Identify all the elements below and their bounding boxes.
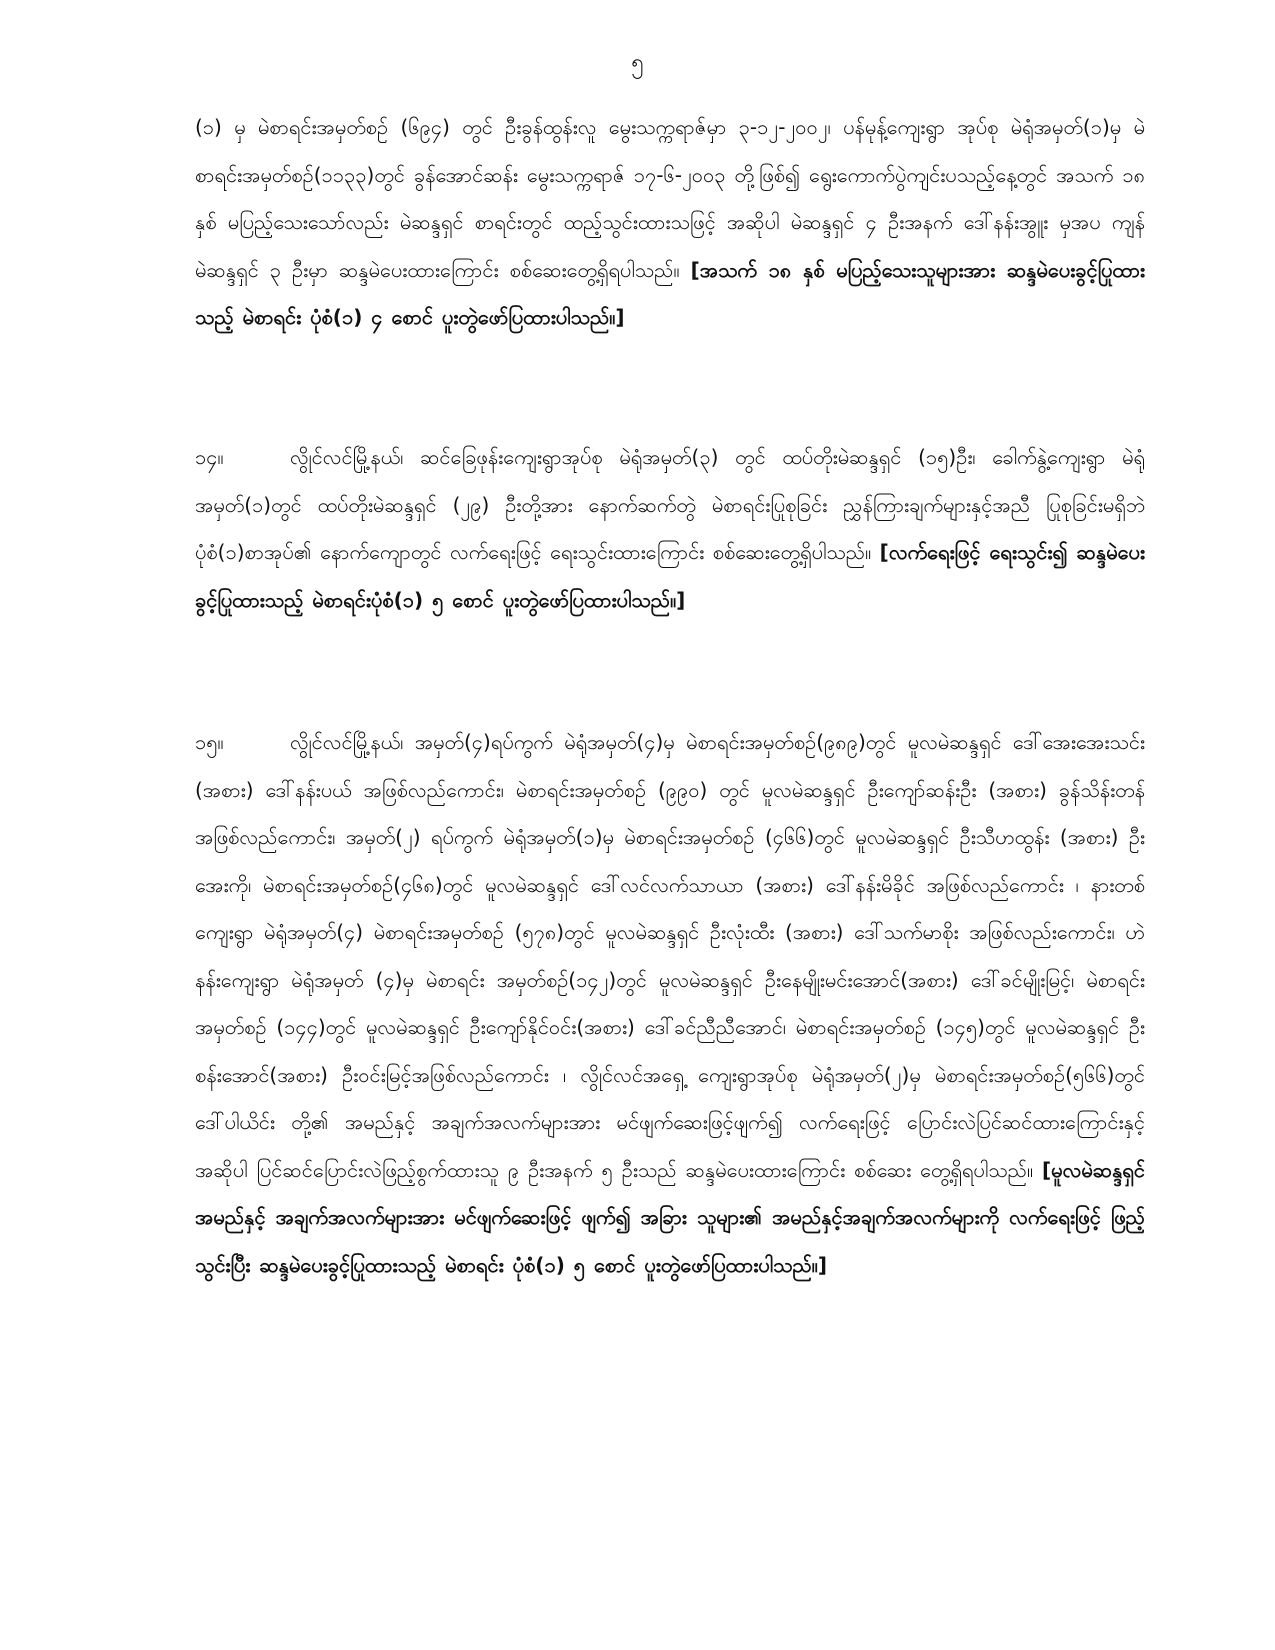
- paragraph-number: ၁၄။: [195, 445, 224, 469]
- paragraph-text: လွိုင်လင်မြို့နယ်၊ အမှတ်(၄)ရပ်ကွက် မဲရုံအမှတ်(၄)မှ မဲစာရင်းအမှတ်စဉ်(၉၈၉)တွင် မူလမဲဆန္ဒရှင် ဒေါ်အေးအေးသင်း (အစား) ဒေါ်နန်းပယ် အဖြစ်လည်ကောင်း၊ မဲစာရင်းအမှတ်စဉ် (၉၉၀) တွင် မူလမဲဆန္ဒရှင် ဦးကျော်ဆန်းဦး (အစား) ခွန်သိန်းတန်အဖြစ်လည်ကောင်း၊ အမှတ်(၂) ရပ်ကွက် မဲရုံအမှတ်(၁)မှ မဲစာရင်းအမှတ်စဉ် (၄၆၆)တွင် မူလမဲဆန္ဒရှင် ဦးသီဟထွန်း (အစား) ဦးအေးကို၊ မဲစာရင်းအမှတ်စဉ်(၄၆၈)တွင် မူလမဲဆန္ဒရှင် ဒေါ်လင်လက်သာယာ (အစား) ဒေါ်နန်းမိခိုင် အဖြစ်လည်ကောင်း ၊ နားတစ်ကျေးရွာ မဲရုံအမှတ်(၄) မဲစာရင်းအမှတ်စဉ် (၅၇၈)တွင် မူလမဲဆန္ဒရှင် ဦးလုံးထီး (အစား) ဒေါ်သက်မာစိုး အဖြစ်လည်းကောင်း၊ ဟဲနန်းကျေးရွာ မဲရုံအမှတ် (၄)မှ မဲစာရင်း အမှတ်စဉ်(၁၄၂)တွင် မူလမဲဆန္ဒရှင် ဦးနေမျိုးမင်းအောင်(အစား) ဒေါ်ခင်မျိုးမြင့်၊ မဲစာရင်းအမှတ်စဉ် (၁၄၄)တွင် မူလမဲဆန္ဒရှင် ဦးကျော်နိုင်ဝင်း(အစား) ဒေါ်ခင်ညီညီအောင်၊ မဲစာရင်းအမှတ်စဉ် (၁၄၅)တွင် မူလမဲဆန္ဒရှင် ဦးစန်းအောင်(အစား) ဦးဝင်းမြင့်အဖြစ်လည်ကောင်း ၊ လွိုင်လင်အရှေ့ ကျေးရွာအုပ်စု မဲရုံအမှတ်(၂)မှ မဲစာရင်းအမှတ်စဉ်(၅၆၆)တွင် ဒေါ်ပါယိင်း တို့၏ အမည်နှင့် အချက်အလက်များအား မင်ဖျက်ဆေးဖြင့်ဖျက်၍ လက်ရေးဖြင့် ပြောင်းလဲပြင်ဆင်ထားကြောင်းနှင့် အဆိုပါ ပြင်ဆင်ပြောင်းလဲဖြည့်စွက်ထားသူ ၉ ဦးအနက် ၅ ဦးသည် ဆန္ဒမဲပေးထားကြောင်း စစ်ဆေး တွေ့ရှိရပါသည်။: [195, 730, 1145, 1182]
- paragraph-text: (၁) မှ မဲစာရင်းအမှတ်စဉ် (၆၉၄) တွင် ဦးခွန်ထွန်းလူ မွေးသက္ကရာဇ်မှာ ၃-၁၂-၂၀၀၂၊ ပန်မုန့်ကျေးရွာ အုပ်စု မဲရုံအမှတ်(၁)မှ မဲစာရင်းအမှတ်စဉ်(၁၁၃၃)တွင် ခွန်အောင်ဆန်း မွေးသက္ကရာဇ် ၁၇-၆-၂၀၀၃ တို့ဖြစ်၍ ရွေးကောက်ပွဲကျင်းပသည့်နေ့တွင် အသက် ၁၈ နှစ် မပြည့်သေးသော်လည်း မဲဆန္ဒရှင် စာရင်းတွင် ထည့်သွင်းထားသဖြင့် အဆိုပါ မဲဆန္ဒရှင် ၄ ဦးအနက် ဒေါ်နန်းအွူး မှအပ ကျန်မဲဆန္ဒရှင် ၃ ဦးမှာ ဆန္ဒမဲပေးထားကြောင်း စစ်ဆေးတွေ့ရှိရပါသည်။: [195, 115, 1145, 282]
- paragraph-bold-note: [မူလမဲဆန္ဒရှင်အမည်နှင့် အချက်အလက်များအား မင်ဖျက်ဆေးဖြင့် ဖျက်၍ အခြား သူများ၏ အမည်နှင့်အချက်အလက်များကို လက်ရေးဖြင့် ဖြည့်သွင်းပြီး ဆန္ဒမဲပေးခွင့်ပြုထားသည့် မဲစာရင်း ပုံစံ(၁) ၅ စောင် ပူးတွဲဖော်ပြထားပါသည်။]: [195, 1157, 1145, 1277]
- paragraph-bold-note: [အသက် ၁၈ နှစ် မပြည့်သေးသူများအား ဆန္ဒမဲပေးခွင့်ပြုထားသည့် မဲစာရင်း ပုံစံ(၁) ၄ စောင် ပူးတွဲဖော်ပြထားပါသည်။]: [195, 257, 1145, 329]
- page-number: ၅: [631, 50, 644, 75]
- paragraph-text: လွိုင်လင်မြို့နယ်၊ ဆင်ခြေဖုန်းကျေးရွာအုပ်စု မဲရုံအမှတ်(၃) တွင် ထပ်တိုးမဲဆန္ဒရှင် (၁၅)ဦး၊ ခေါက်နွဲ့ကျေးရွာ မဲရုံအမှတ်(၁)တွင် ထပ်တိုးမဲဆန္ဒရှင် (၂၉) ဦးတို့အား နောက်ဆက်တွဲ မဲစာရင်းပြုစုခြင်း ညွှန်ကြားချက်များနှင့်အညီ ပြုစုခြင်းမရှိဘဲ ပုံစံ(၁)စာအုပ်၏ နောက်ကျောတွင် လက်ရေးဖြင့် ရေးသွင်းထားကြောင်း စစ်ဆေးတွေ့ရှိပါသည်။: [195, 445, 1145, 564]
- paragraph-number: ၁၅။: [195, 730, 224, 754]
- paragraph-15: [195, 719, 1145, 1289]
- paragraph-13-continuation: [195, 104, 1145, 342]
- paragraph-bold-note: [လက်ရေးဖြင့် ရေးသွင်း၍ ဆန္ဒမဲပေး ခွင့်ပြုထားသည့် မဲစာရင်းပုံစံ(၁) ၅ စောင် ပူးတွဲဖော်ပြထားပါသည်။]: [195, 540, 1145, 612]
- paragraph-14: [195, 434, 1145, 624]
